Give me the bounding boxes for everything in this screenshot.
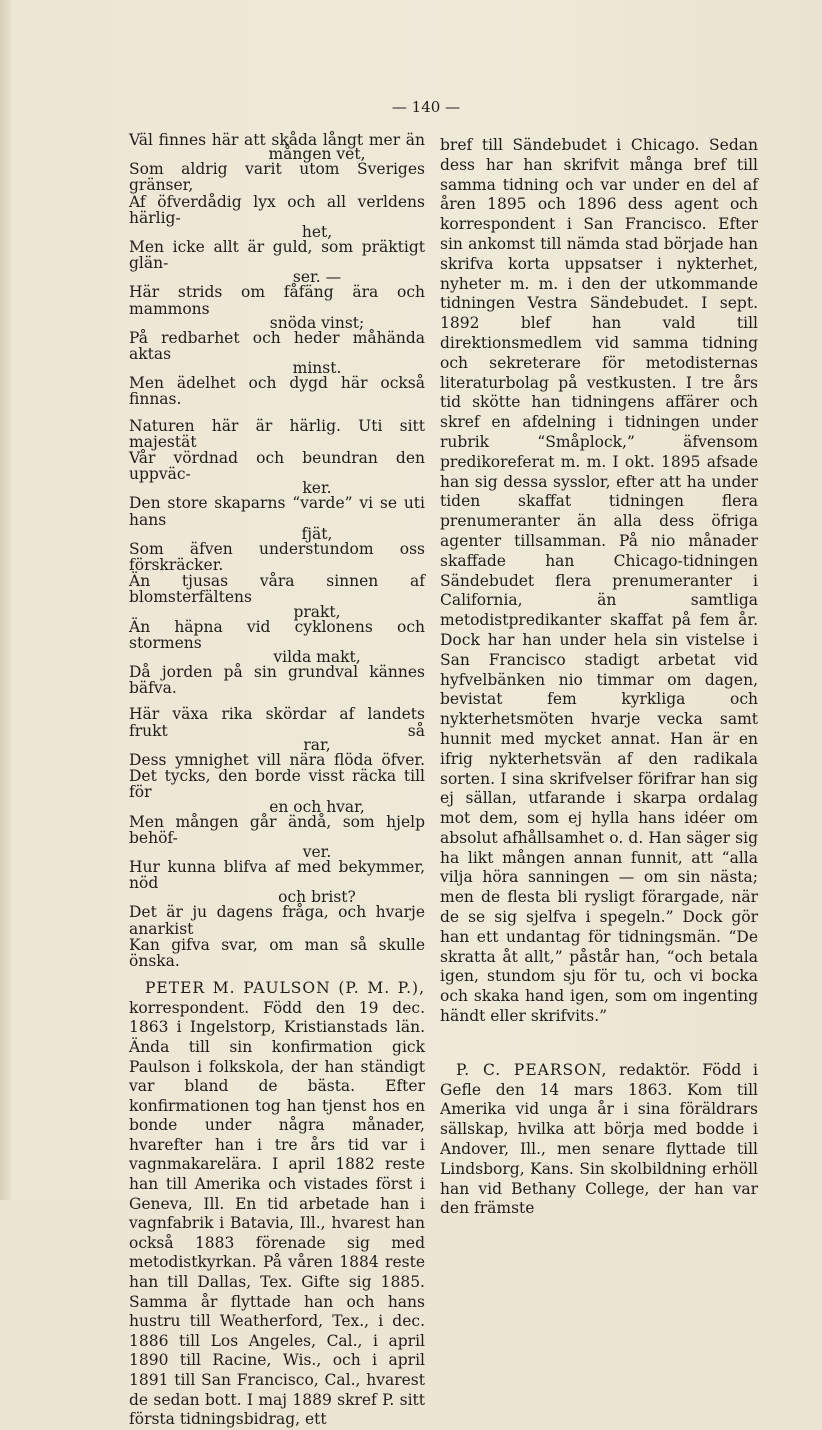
entry-spacer bbox=[440, 1027, 758, 1061]
page-number: — 140 — bbox=[391, 98, 461, 116]
poem-line: minst. bbox=[292, 359, 342, 378]
left-column bbox=[129, 132, 425, 1430]
poem bbox=[129, 132, 425, 969]
poem-line: mången vet, bbox=[268, 145, 366, 164]
paulson-entry-start bbox=[129, 979, 425, 1430]
poem-stanza bbox=[129, 418, 425, 697]
poem-line: Hur kunna blifva af med bekymmer, nöd bbox=[129, 857, 425, 893]
poem-line: Det tycks, den borde visst räcka till för bbox=[129, 767, 425, 802]
poem-line: Af öfverdådig lyx och all verldens härlig- bbox=[129, 192, 425, 227]
poem-line: Väl finnes här att skåda långt mer än bbox=[129, 131, 425, 149]
poem-line: rar, bbox=[303, 735, 331, 754]
poem-line: ser. — bbox=[292, 268, 342, 287]
paulson-text-left: korrespondent. Född den 19 dec. 1863 i Ingelstorp, Kristianstads län. Ända till sin konfirmation gick Paulson i folkskola, der han ständigt var bland de bästa. Efter konfirmationen tog han tjenst hos en bonde under några månader, hvarefter han i tre års tid var i vagnmakarelära. I april 1882 reste han till Amerika och vistades först i Geneva, Ill. En tid arbetade han i vagnfabrik i Batavia, Ill., hvarest han också 1883 förenade sig med metodistkyrkan. På våren 1884 reste han till Dallas, Tex. Gifte sig 1885. Samma år flyttade han och hans hustru till Weatherford, Tex., i dec. 1886 till Los Angeles, Cal., i april 1890 till Racine, Wis., och i april 1891 till San Francisco, Cal., hvarest de sedan bott. I maj 1889 skref P. sitt första tidningsbidrag, ett bbox=[129, 998, 425, 1429]
poem-line: Här strids om fåfäng ära och mammons bbox=[129, 283, 425, 318]
poem-line: Naturen här är härlig. Uti sitt majestät bbox=[129, 416, 425, 451]
poem-line: Dess ymnighet vill nära flöda öfver. bbox=[129, 750, 425, 769]
poem-line: och brist? bbox=[278, 888, 356, 907]
pearson-text: redaktör. Född i Gefle den 14 mars 1863. Kom till Amerika vid unga år i sina föräldrars sällskap, hvilka att börja med bodde i Andover, Ill., men senare flyttade till Lindsborg, Kans. Sin skolbildning erhöll han vid Bethany College, der han var den främste bbox=[440, 1060, 758, 1218]
page-gutter bbox=[0, 0, 10, 1200]
poem-line: Men icke allt är guld, som präktigt glän- bbox=[129, 238, 425, 273]
poem-line: Som aldrig varit utom Sveriges gränser, bbox=[129, 160, 425, 195]
poem-line: fjät, bbox=[301, 524, 333, 543]
poem-line: vilda makt, bbox=[273, 648, 361, 667]
poem-line: Som äfven understundom oss förskräcker. bbox=[129, 539, 425, 575]
poem-line: Det är ju dagens fråga, och hvarje anarkist bbox=[129, 903, 425, 938]
poem-line: Den store skaparns “varde” vi se uti hans bbox=[129, 494, 425, 529]
poem-stanza bbox=[129, 132, 425, 408]
paulson-name: PETER M. PAULSON (P. M. P.), bbox=[145, 979, 425, 998]
paulson-entry-continued: bref till Sändebudet i Chicago. Sedan dess har han skrifvit många bref till samma tidning och var under en del af åren 1895 och 1896 dess agent och korrespondent i San Francisco. Efter sin ankomst till nämda stad började han skrifva korta uppsatser i nykterhet, nyheter m. m. i den der utkommande tidningen Vestra Sändebudet. I sept. 1892 blef han vald till direktionsmedlem vid samma tidning och sekreterare för metodisternas literaturbolag på vestkusten. I tre års tid skötte han tidningens affärer och skref en afdelning i tidningen under rubrik “Småplock,” äfvensom predikoreferat m. m. I okt. 1895 afsade han sig dessa sysslor, efter att ha under tiden skaffat tidningen flera prenumeranter än alla dess öfriga agenter tillsamman. På nio månader skaffade han Chicago-tidningen Sändebudet flera prenumeranter i California, än samtliga metodistpredikanter skaffat på fem år. Dock har han under hela sin vistelse i San Francisco stadigt arbetat vid hyfvelbänken nio timmar om dagen, bevistat fem kyrkliga och nykterhetsmöten hvarje vecka samt hunnit med mycket annat. Han är en ifrig nykterhetsvän af den radikala sorten. I sina skrifvelser förifrar han sig ej sällan, utfarande i skarpa ordalag mot dem, som ej hylla hans idéer om absolut afhållsamhet o. d. Han säger sig ha likt mången annan funnit, att “alla vilja höra sanningen — om sin nästa; men de flesta bli rysligt förargade, när de se sig sjelfva i spegeln.” Dock gör han ett undantag för tidningsmän. “De skratta åt allt,” påstår han, “och betala igen, stundom sju för tu, och vi bocka och skaka hand igen, som om ingenting händt eller skrifvits.” bbox=[440, 136, 758, 1026]
poem-line: Vår vördnad och beundran den uppväc- bbox=[129, 449, 425, 484]
poem-line: Men mången går ändå, som hjelp behöf- bbox=[129, 812, 425, 847]
poem-line: ker. bbox=[302, 479, 332, 498]
right-column bbox=[440, 136, 758, 1219]
poem-line: snöda vinst; bbox=[269, 313, 365, 332]
pearson-entry bbox=[440, 1061, 758, 1219]
poem-line: På redbarhet och heder måhända aktas bbox=[129, 328, 425, 364]
poem-line: Men ädelhet och dygd här också finnas. bbox=[129, 374, 425, 409]
poem-line: prakt, bbox=[293, 602, 341, 621]
poem-line: Än häpna vid cyklonens och stormens bbox=[129, 617, 425, 652]
poem-line: het, bbox=[301, 223, 333, 242]
poem-line: Än tjusas våra sinnen af blomsterfältens bbox=[129, 572, 425, 607]
poem-line: ver. bbox=[302, 842, 332, 861]
poem-line: Då jorden på sin grundval kännes bäfva. bbox=[129, 663, 425, 698]
poem-stanza bbox=[129, 706, 425, 969]
poem-line: Här växa rika skördar af landets frukt så bbox=[129, 705, 425, 740]
poem-line: en och hvar, bbox=[269, 797, 365, 816]
poem-line: Kan gifva svar, om man så skulle önska. bbox=[129, 935, 425, 970]
pearson-name: P. C. PEARSON, bbox=[456, 1060, 608, 1079]
